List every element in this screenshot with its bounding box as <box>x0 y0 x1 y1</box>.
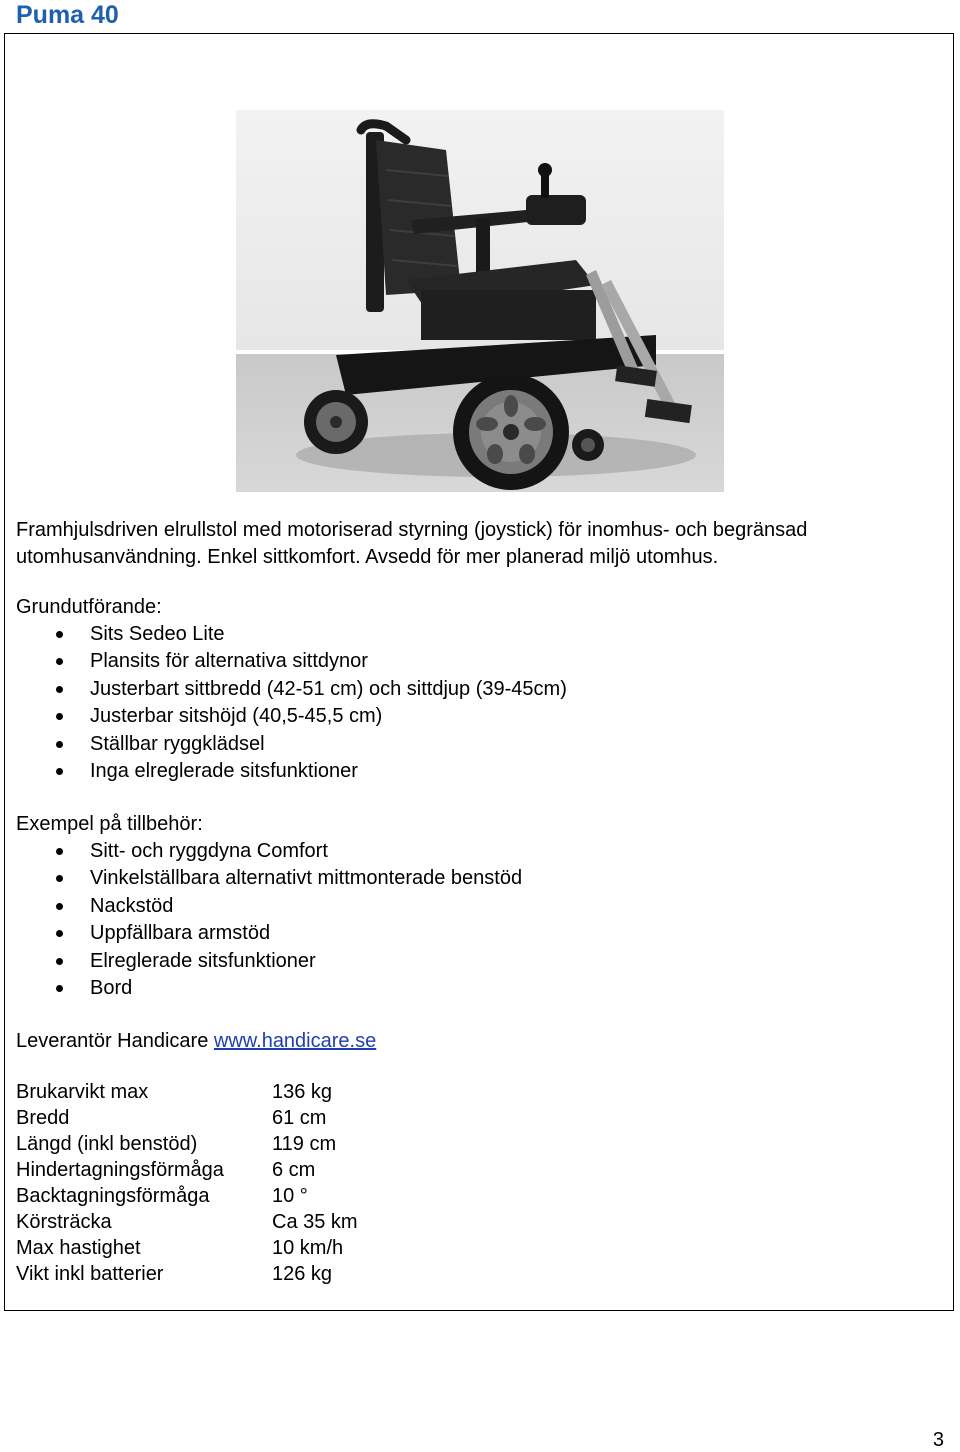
supplier-link[interactable]: www.handicare.se <box>213 1030 377 1052</box>
standard-features-list <box>16 621 567 785</box>
spec-value: 10 ° <box>272 1185 308 1207</box>
spec-label: Bredd <box>16 1107 70 1129</box>
table-row <box>16 1079 358 1105</box>
spec-value: 126 kg <box>272 1263 333 1285</box>
list-item <box>16 676 567 703</box>
bullet-icon <box>56 985 63 992</box>
list-item <box>16 975 522 1002</box>
list-item <box>16 703 567 730</box>
spec-label: Max hastighet <box>16 1237 141 1259</box>
list-item <box>16 758 567 785</box>
standard-features-heading: Grundutförande: <box>16 596 162 618</box>
spec-value: Ca 35 km <box>272 1211 358 1233</box>
list-item <box>16 621 567 648</box>
table-row <box>16 1157 358 1183</box>
list-item <box>16 838 522 865</box>
spec-label: Backtagningsförmåga <box>16 1185 210 1207</box>
accessories-heading: Exempel på tillbehör: <box>16 813 203 835</box>
list-item-text: Nackstöd <box>90 894 174 917</box>
list-item-text: Justerbar sitshöjd (40,5-45,5 cm) <box>90 705 383 728</box>
table-row <box>16 1209 358 1235</box>
list-item-text: Sitt- och ryggdyna Comfort <box>90 840 328 862</box>
page-title: Puma 40 <box>16 1 119 29</box>
list-item <box>16 648 567 675</box>
list-item-text: Sits Sedeo Lite <box>90 623 225 645</box>
bullet-icon <box>56 848 63 855</box>
list-item-text: Vinkelställbara alternativt mittmonterade benstöd <box>90 867 523 890</box>
spec-value: 119 cm <box>272 1133 337 1155</box>
bullet-icon <box>56 930 63 937</box>
spec-value: 136 kg <box>272 1081 333 1103</box>
list-item-text: Bord <box>90 977 133 1000</box>
list-item <box>16 865 522 892</box>
supplier-label: Leverantör Handicare <box>16 1030 209 1052</box>
page-number: 3 <box>932 1429 944 1451</box>
table-row <box>16 1131 358 1157</box>
supplier-line <box>16 1028 376 1055</box>
list-item <box>16 920 522 947</box>
table-row <box>16 1235 358 1261</box>
bullet-icon <box>56 686 63 693</box>
list-item-text: Inga elreglerade sitsfunktioner <box>90 760 358 783</box>
spec-value: 10 km/h <box>272 1237 344 1259</box>
list-item-text: Plansits för alternativa sittdynor <box>90 650 368 673</box>
list-item-text: Ställbar ryggklädsel <box>90 732 265 755</box>
table-row <box>16 1105 358 1131</box>
list-item-text: Justerbart sittbredd (42-51 cm) och sittdjup (39-45cm) <box>90 677 567 700</box>
spec-label: Brukarvikt max <box>16 1081 149 1103</box>
description: Framhjulsdriven elrullstol med motoriserad styrning (joystick) för inomhus- och begränsad utomhusanvändning. Enkel sittkomfort. Avsedd för mer planerad miljö utomhus. <box>16 519 808 568</box>
spec-label: Körsträcka <box>16 1211 112 1233</box>
spec-value: 61 cm <box>272 1107 327 1129</box>
accessories-list <box>16 838 522 1002</box>
spec-label: Vikt inkl batterier <box>16 1263 164 1285</box>
bullet-icon <box>56 631 63 638</box>
bullet-icon <box>56 658 63 665</box>
list-item <box>16 731 567 758</box>
bullet-icon <box>56 875 63 882</box>
specs-table <box>16 1079 358 1287</box>
accessories-section <box>16 811 522 1002</box>
table-row <box>16 1183 358 1209</box>
standard-features-section <box>16 594 567 785</box>
bullet-icon <box>56 903 63 910</box>
spec-label: Hindertagningsförmåga <box>16 1159 224 1181</box>
list-item-text: Elreglerade sitsfunktioner <box>90 949 316 972</box>
bullet-icon <box>56 741 63 748</box>
table-row <box>16 1261 358 1287</box>
bullet-icon <box>56 713 63 720</box>
wheelchair-photo <box>236 110 724 492</box>
bullet-icon <box>56 958 63 965</box>
spec-label: Längd (inkl benstöd) <box>16 1133 198 1155</box>
list-item-text: Uppfällbara armstöd <box>90 922 271 945</box>
spec-value: 6 cm <box>272 1159 316 1181</box>
list-item <box>16 893 522 920</box>
list-item <box>16 948 522 975</box>
bullet-icon <box>56 768 63 775</box>
